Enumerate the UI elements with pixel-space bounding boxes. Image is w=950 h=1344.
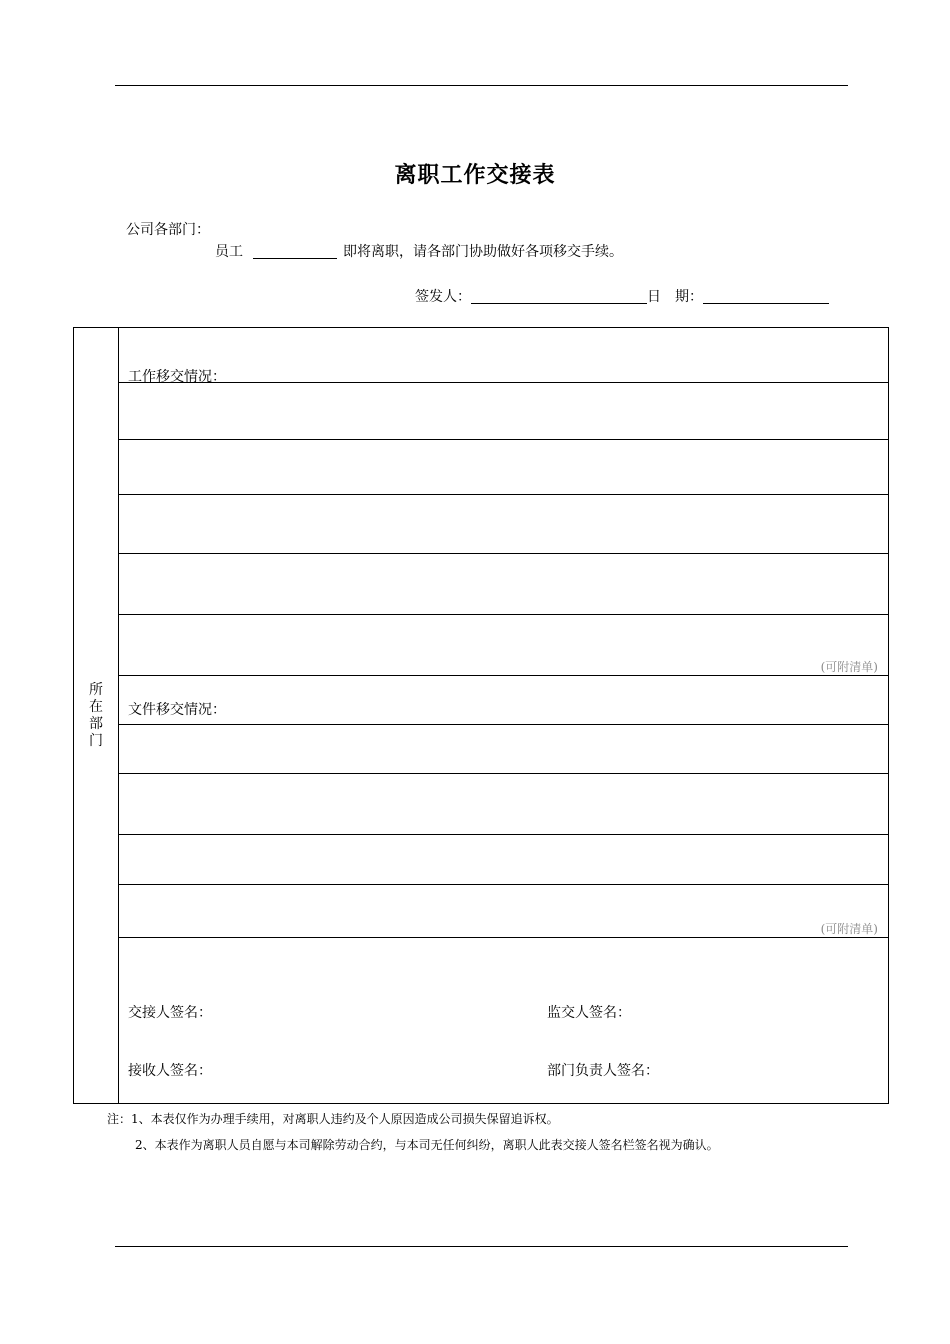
page-title: 离职工作交接表 bbox=[394, 162, 556, 188]
file-transfer-label: 文件移交情况： bbox=[128, 702, 226, 718]
table-row-line bbox=[118, 773, 889, 774]
header-rule bbox=[115, 85, 848, 86]
addressee: 公司各部门： bbox=[126, 222, 210, 238]
table-row-line bbox=[118, 494, 889, 495]
date-field[interactable] bbox=[703, 289, 829, 304]
department-char: 部 bbox=[89, 716, 103, 732]
issuer-row bbox=[415, 286, 829, 306]
notice-prefix: 员工 bbox=[215, 244, 243, 260]
notice-line bbox=[215, 241, 623, 261]
issuer-label: 签发人： bbox=[415, 289, 471, 305]
department-label bbox=[74, 682, 118, 750]
table-row-line bbox=[118, 724, 889, 725]
footer-rule bbox=[115, 1246, 848, 1247]
work-transfer-label: 工作移交情况： bbox=[128, 369, 226, 385]
department-char: 所 bbox=[89, 682, 103, 698]
date-label: 日 期： bbox=[647, 289, 703, 305]
table-row-line bbox=[118, 884, 889, 885]
table-row-line bbox=[118, 439, 889, 440]
attach-note-work: (可附清单) bbox=[820, 660, 878, 674]
footnote-2: 2、本表作为离职人员自愿与本司解除劳动合约，与本司无任何纠纷，离职人此表交接人签名栏签名视为确认。 bbox=[135, 1138, 719, 1152]
handover-signature-label: 交接人签名： bbox=[128, 1005, 212, 1021]
employee-name-field[interactable] bbox=[253, 244, 337, 259]
department-char: 门 bbox=[89, 733, 103, 749]
notice-suffix: 即将离职，请各部门协助做好各项移交手续。 bbox=[343, 244, 623, 260]
supervisor-signature-label: 监交人签名： bbox=[547, 1005, 631, 1021]
table-row-line bbox=[118, 675, 889, 676]
table-row-line bbox=[118, 553, 889, 554]
department-char: 在 bbox=[89, 699, 103, 715]
dept-head-signature-label: 部门负责人签名： bbox=[547, 1063, 659, 1079]
table-column-divider bbox=[118, 327, 119, 1104]
issuer-field[interactable] bbox=[471, 289, 647, 304]
table-row-line bbox=[118, 382, 889, 383]
table-row-line bbox=[118, 937, 889, 938]
table-row-line bbox=[118, 834, 889, 835]
attach-note-file: (可附清单) bbox=[820, 922, 878, 936]
table-row-line bbox=[118, 614, 889, 615]
footnote-1: 注：1、本表仅作为办理手续用，对离职人违约及个人原因造成公司损失保留追诉权。 bbox=[107, 1112, 559, 1126]
receiver-signature-label: 接收人签名： bbox=[128, 1063, 212, 1079]
